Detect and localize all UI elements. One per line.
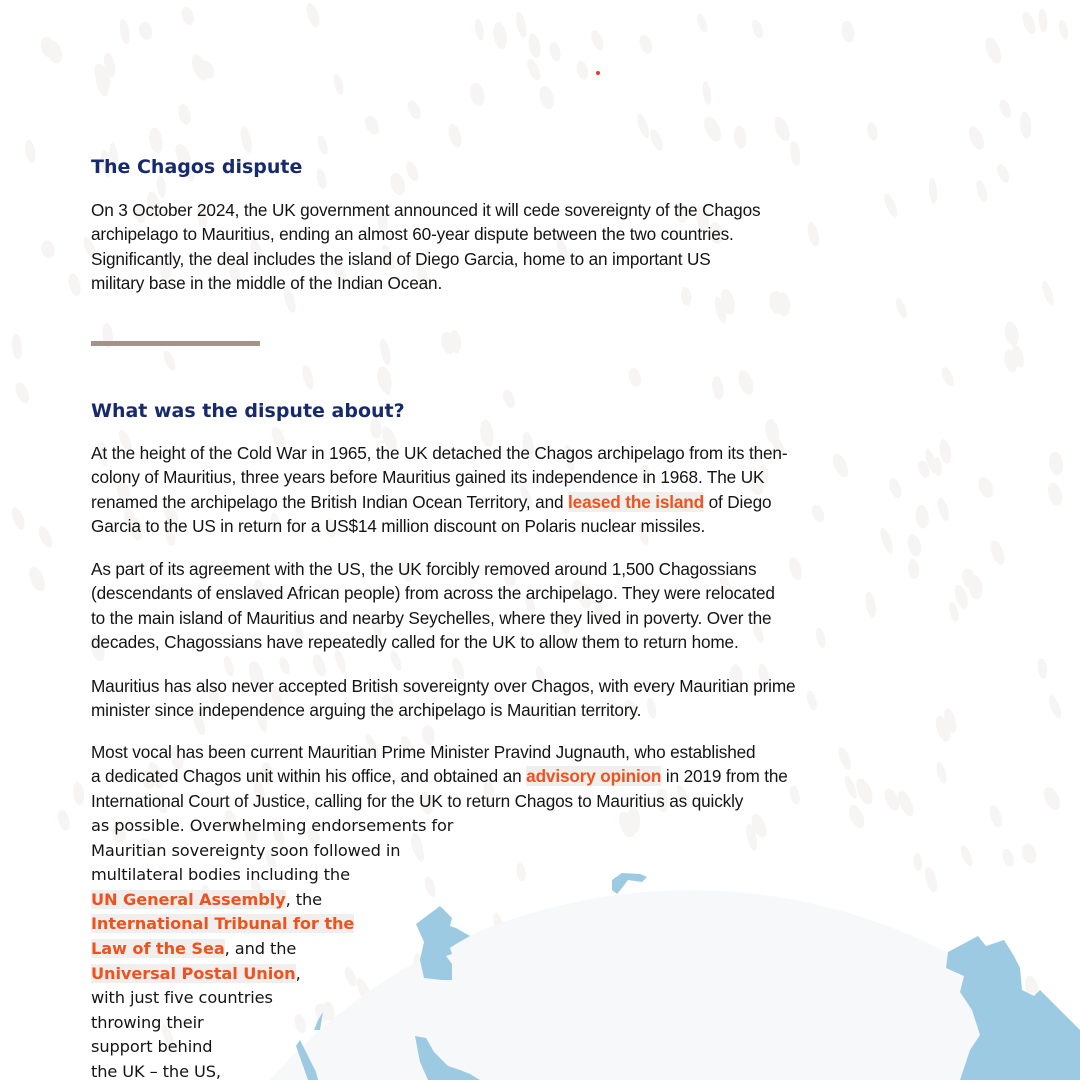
text-line: International Court of Justice, calling for the UK to return Chagos to Mauritius as quickly (91, 790, 744, 811)
paragraph-mauritius-sovereignty (91, 674, 795, 723)
text-line: Significantly, the deal includes the island of Diego Garcia, home to an important US (91, 248, 711, 269)
text-line: Garcia to the US in return for a US$14 million discount on Polaris nuclear missiles. (91, 516, 706, 537)
map-aral-sea (612, 873, 647, 894)
text-line: Mauritian sovereignty soon followed in (91, 840, 401, 860)
paragraph-jugnauth (91, 740, 788, 813)
text-line: support behind (91, 1037, 213, 1057)
paragraph-endorsements (91, 814, 453, 1085)
text-line: multilateral bodies including the (91, 865, 350, 885)
text-line: throwing their (91, 1012, 204, 1032)
text-line: to the main island of Mauritius and nearby Seychelles, where they lived in poverty. Over the (91, 607, 772, 628)
text-line: As part of its agreement with the US, the UK forcibly removed around 1,500 Chagossians (91, 559, 757, 579)
accent-dot (596, 71, 600, 75)
text-line: Most vocal has been current Mauritian Prime Minister Pravind Jugnauth, who established (91, 742, 756, 762)
text-line: with just five countries (91, 988, 273, 1008)
text-line: military base in the middle of the Indian Ocean. (91, 273, 443, 294)
text-line: colony of Mauritius, three years before Mauritius gained its independence in 1968. The UK (91, 467, 765, 488)
text-line: At the height of the Cold War in 1965, the UK detached the Chagos archipelago from its then- (91, 443, 788, 463)
text-line: , the (285, 889, 322, 909)
intro-paragraph (91, 198, 760, 296)
text-line: (descendants of enslaved African people) from across the archipelago. They were relocated (91, 583, 775, 604)
text-line: in 2019 from the (661, 766, 788, 787)
link-universal-postal-union[interactable]: Universal Postal Union (91, 963, 296, 983)
paragraph-cold-war (91, 441, 787, 539)
text-line: as possible. Overwhelming endorsements for (91, 816, 454, 835)
text-line: a dedicated Chagos unit within his office, and obtained an (91, 766, 527, 787)
text-line: the UK – the US, (91, 1061, 221, 1081)
text-line: of Diego (704, 491, 772, 512)
link-advisory-opinion[interactable]: advisory opinion (526, 766, 662, 787)
text-line: renamed the archipelago the British Indian Ocean Territory, and (91, 491, 569, 512)
text-line: minister since independence arguing the archipelago is Mauritian territory. (91, 700, 642, 721)
text-line: On 3 October 2024, the UK government announced it will cede sovereignty of the Chagos (91, 200, 761, 220)
text-line: decades, Chagossians have repeatedly called for the UK to allow them to return home. (91, 632, 739, 653)
text-line: Mauritius has also never accepted British sovereignty over Chagos, with every Mauritian prime (91, 676, 796, 696)
section-divider (91, 341, 260, 346)
link-itlos-line2[interactable]: Law of the Sea (91, 938, 225, 958)
paragraph-chagossians (91, 557, 775, 655)
text-line: , (295, 963, 301, 983)
link-itlos-line1[interactable]: International Tribunal for the (91, 914, 355, 934)
link-un-general-assembly[interactable]: UN General Assembly (91, 889, 286, 909)
section-heading-what-was-dispute: What was the dispute about? (91, 400, 405, 422)
text-line: archipelago to Mauritius, ending an almost 60-year dispute between the two countries. (91, 224, 734, 245)
link-leased-the-island[interactable]: leased the island (568, 491, 704, 512)
section-heading-chagos-dispute: The Chagos dispute (91, 156, 303, 178)
text-line: , and the (224, 938, 297, 958)
